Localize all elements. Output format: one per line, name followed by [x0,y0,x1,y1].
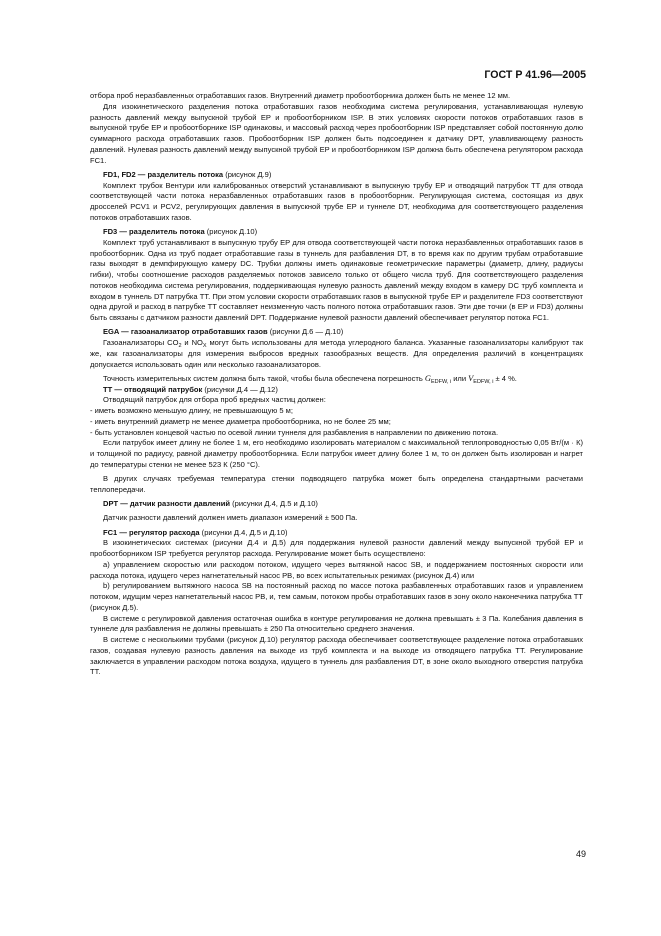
list-item: а) управлением скоростью или расходом потоком, идущего через вытяжной насос SB, и поддержанием постоянных скорости или расхода потока, идущего через нагнетательный насос PB, во всех испытательных режимах (рисунок Д.4) или [90,559,583,580]
list-item: - иметь возможно меньшую длину, не превышающую 5 м; [90,406,293,415]
heading-code: FD3 — разделитель потока [103,227,205,236]
heading-ref: (рисунки Д.4 — Д.12) [202,384,278,394]
text-run: или [451,373,469,383]
paragraph: Отводящий патрубок для отбора проб вредных частиц должен: [103,395,326,405]
section-heading [90,170,583,181]
g-subscript: EDFW, i [430,378,452,385]
heading-ref: (рисунок Д.10) [204,227,258,236]
paragraph: Для изокинетического разделения потока отработавших газов необходима система регулирования, устанавливающая нулевую разность давлений между выпускной трубой EP и пробоотборником ISP. В этих условиях скорости потоков отработавших газов в выпускной трубе EP и пробоотборнике ISP одинаковы, и массовый расход через пробоотборник ISP представляет собой постоянную долю суммарного расхода отработавших газов. Пробоотборник ISP должен быть подсоединен к датчику DPT, улавливающему разность давлений. Нулевая разность давлений между выпускной трубой EP и пробоотборником ISP должна быть обеспечена регулятором расхода FC1. [90,101,583,165]
paragraph: В системе с несколькими трубами (рисунок Д.10) регулятор расхода обеспечивает соответствующее разделение потока отработавших газов, создавая нулевую разность давления на выходе из труб комплекта и на выходе из отводящего патрубка TT. Регулирование заключается в управлении расходом потока воздуха, идущего в туннель для разбавления DT, в зоне около выходного отверстия патрубка TT. [90,635,583,677]
heading-code: FD1, FD2 — разделитель потока [103,169,224,179]
section-heading [90,385,583,396]
paragraph: отбора проб неразбавленных отработавших газов. Внутренний диаметр пробоотборника должен быть не менее 12 мм. [90,91,511,100]
co2-subscript: 2 [178,343,182,349]
heading-ref: (рисунки Д.4, Д.5 и Д.10) [199,527,288,537]
v-symbol: V [468,373,474,383]
g-symbol: G [424,373,431,383]
heading-ref: (рисунки Д.4, Д.5 и Д.10) [230,499,318,508]
section-heading [90,227,583,238]
heading-code: EGA — газоанализатор отработавших газов [103,327,268,337]
list-item: b) регулированием вытяжного насоса SB на постоянный расход по массе потока разбавленных отработавших газов и управлением потоком, идущим через нагнетательный насос PB, и, тем самым, потоком пробы отработавших газов в зону около наконечника патрубка TT (рисунок Д.5). [90,581,583,612]
list-item: - иметь внутренний диаметр не менее диаметра пробоотборника, но не более 25 мм; [90,416,391,426]
section-heading [90,327,583,338]
heading-ref: (рисунок Д.9) [223,169,272,179]
paragraph: В изокинетических системах (рисунки Д.4 и Д.5) для поддержания нулевой разности давлений между выпускной трубой EP и пробоотборником ISP требуется регулятор расхода. Регулирование может быть осуществлено: [90,538,583,558]
heading-code: DPT — датчик разности давлений [103,499,231,508]
text-run: могут быть использованы для метода углеродного баланса. Указанные газоанализаторы калибруют так же, как газоанализаторы для измерения выбросов вредных газообразных веществ. Для определения различий в концентрациях допускается использовать один или несколько газоанализаторов. [90,338,583,369]
paragraph: Комплект труб устанавливают в выпускную трубу EP для отвода соответствующей части потока неразбавленных отработавших газов в пробоотборник. Одна из труб подает отработавшие газы в туннель для разбавления DT, в то время как по другим трубам отработавшие газы выходят в демпфирующую камеру DC. Трубки должны иметь одинаковые геометрические параметры (диаметр, длину, радиусы гибки), чтобы соотношение расходов разделяемых потоков зависело только от общего числа труб. Для соответствующего разделения потоков необходима система регулирования, поддерживающая нулевую разность давлений между входом в камеру DC труб комплекта и входом в туннель DT патрубка TT. При этом условии скорости отработавших газов в выпускной трубе EP и разделителе FD3 соответствуют одна другой и расход в патрубке TT составляет неизменную часть полного потока отработавших газов. Эти две точки (в EP и FD3) должны быть связаны с датчиком разности давлений DPT. Поддержание нулевой разности давлений обеспечивает регулятор потока FC1. [90,237,583,322]
paragraph: Если патрубок имеет длину не более 1 м, его необходимо изолировать материалом с максимальной теплопроводностью 0,05 Вт/(м · К) и толщиной по радиусу, равной диаметру пробоотборника. Если патрубок имеет длину более 1 м, то он должен быть изолирован и нагрет до температуры стенки не менее 523 К (250 °С). [90,438,583,469]
paragraph: Датчик разности давлений должен иметь диапазон измерений ± 500 Па. [103,513,358,523]
heading-code: TT — отводящий патрубок [103,384,203,394]
standard-designation: ГОСТ Р 41.96—2005 [484,69,586,81]
section-heading [90,499,583,510]
text-run: Точность измерительных систем должна быть такой, чтобы была обеспечена погрешность [103,373,425,383]
paragraph: Комплект трубок Вентури или калиброванных отверстий устанавливают в выпускную трубу EP и отводящий патрубок TT для отвода соответствующей части потока неразбавленных отработавших газов в пробоотборник. Регулирующая система, состоящая из двух дросселей PCV1 и PCV2, регулирующих давления в выпускной трубе EP и туннеле DT, необходима для соответствующего разделения потоков отработавших газов. [90,180,583,222]
section-heading [90,528,583,539]
paragraph [90,338,583,370]
paragraph: В системе с регулировкой давления остаточная ошибка в контуре регулирования не должна превышать ± 3 Па. Колебания давления в туннеле для разбавления не должны превышать ± 250 Па относительно среднего значения. [90,613,583,634]
page-number: 49 [575,849,586,859]
paragraph [90,374,583,385]
text-run: ± 4 %. [493,373,517,383]
v-subscript: EDFW, i [473,378,494,385]
text-run: и NO [181,338,203,347]
text-run: Газоанализаторы CO [103,338,179,347]
heading-ref: (рисунки Д.6 — Д.10) [267,327,344,337]
paragraph: В других случаях требуемая температура стенки подводящего патрубка может быть определена стандартными расчетами теплопередачи. [90,474,583,494]
heading-code: FC1 — регулятор расхода [103,527,200,537]
list-item: - быть установлен концевой частью по осевой линии туннеля для разбавления в направлении по движению потока. [90,427,499,437]
nox-subscript: X [202,343,207,349]
page-body [90,91,583,678]
